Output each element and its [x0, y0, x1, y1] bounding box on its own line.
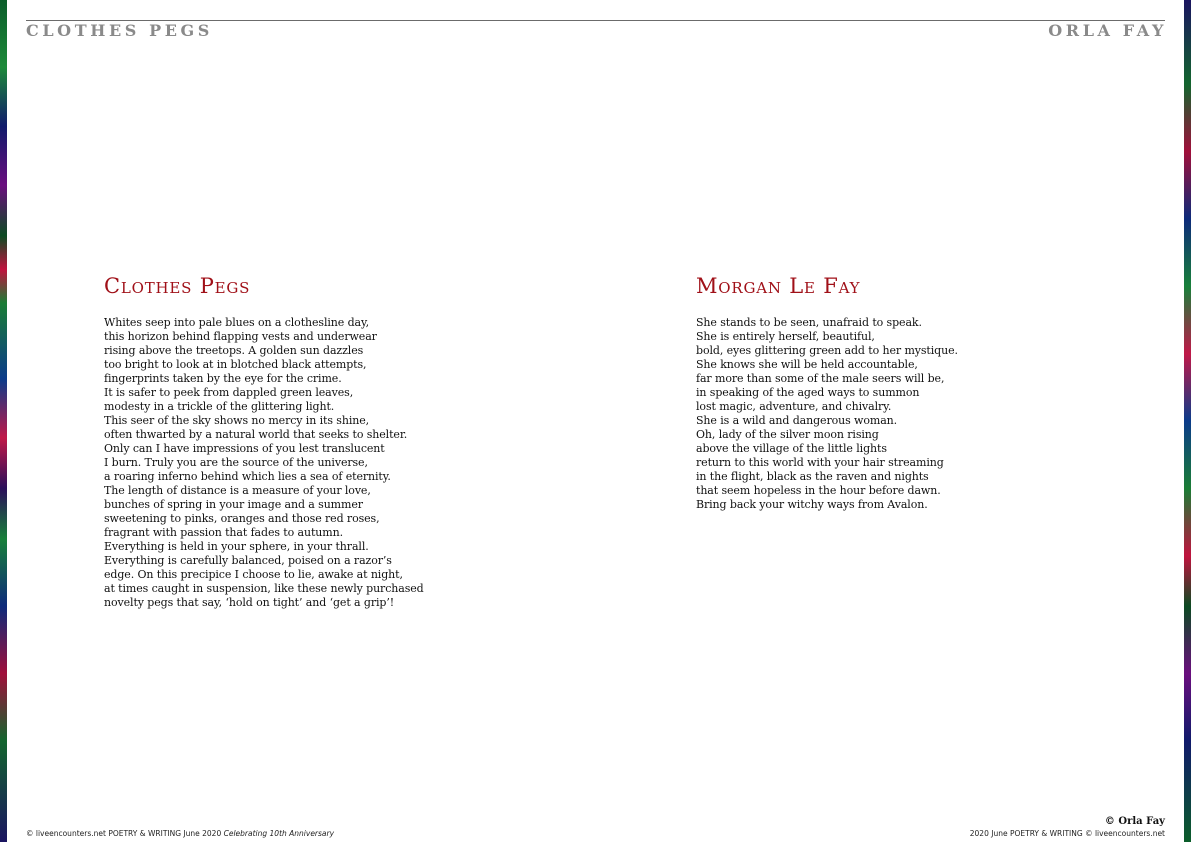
footer-left-text: © liveencounters.net POETRY & WRITING June 2020 — [26, 829, 222, 838]
poem-line: The length of distance is a measure of your love, — [104, 484, 371, 497]
poem-line: edge. On this precipice I choose to lie, awake at night, — [104, 568, 403, 581]
poem-line: Everything is held in your sphere, in your thrall. — [104, 540, 369, 553]
poem-line: too bright to look at in blotched black attempts, — [104, 358, 367, 371]
poem-line: sweetening to pinks, oranges and those red roses, — [104, 512, 380, 525]
poem-line: far more than some of the male seers will be, — [696, 372, 945, 385]
poem-line: Oh, lady of the silver moon rising — [696, 428, 879, 441]
poem-line: It is safer to peek from dappled green leaves, — [104, 386, 354, 399]
decorative-left-border — [0, 0, 7, 842]
poem-line: bold, eyes glittering green add to her mystique. — [696, 344, 958, 357]
author-copyright: © Orla Fay — [1104, 816, 1165, 827]
poem-line: fingerprints taken by the eye for the crime. — [104, 372, 342, 385]
poem-line: This seer of the sky shows no mercy in its shine, — [104, 414, 370, 427]
poem-line: above the village of the little lights — [696, 442, 887, 455]
poem-line: this horizon behind flapping vests and underwear — [104, 330, 377, 343]
footer-left — [26, 829, 334, 838]
poem-line: a roaring inferno behind which lies a sea of eternity. — [104, 470, 391, 483]
poem-line: bunches of spring in your image and a summer — [104, 498, 363, 511]
poem-line: in speaking of the aged ways to summon — [696, 386, 920, 399]
poem-line: She stands to be seen, unafraid to speak. — [696, 316, 922, 329]
poem-lines — [104, 316, 444, 610]
poem-line: She is a wild and dangerous woman. — [696, 414, 898, 427]
poem-line: return to this world with your hair streaming — [696, 456, 944, 469]
poem-lines — [696, 316, 996, 512]
poem-line: modesty in a trickle of the glittering light. — [104, 400, 335, 413]
poem-title: Morgan Le Fay — [696, 274, 861, 298]
poem-clothes-pegs — [104, 274, 444, 610]
poem-line: I burn. Truly you are the source of the universe, — [104, 456, 368, 469]
poem-line: novelty pegs that say, ‘hold on tight’ and ‘get a grip’! — [104, 596, 395, 609]
poem-line: that seem hopeless in the hour before dawn. — [696, 484, 941, 497]
poem-line: Bring back your witchy ways from Avalon. — [696, 498, 928, 511]
poem-title: Clothes Pegs — [104, 274, 251, 298]
poem-line: at times caught in suspension, like these newly purchased — [104, 582, 424, 595]
poem-line: She knows she will be held accountable, — [696, 358, 918, 371]
poem-line: lost magic, adventure, and chivalry. — [696, 400, 892, 413]
poem-line: Only can I have impressions of you lest translucent — [104, 442, 385, 455]
poem-morgan-le-fay — [696, 274, 996, 512]
running-header-title: CLOTHES PEGS — [26, 21, 213, 40]
poem-line: Whites seep into pale blues on a clothesline day, — [104, 316, 370, 329]
decorative-right-border — [1184, 0, 1191, 842]
running-header-author: ORLA FAY — [1048, 21, 1167, 40]
poem-line: often thwarted by a natural world that seeks to shelter. — [104, 428, 408, 441]
poem-line: in the flight, black as the raven and nights — [696, 470, 929, 483]
poem-line: rising above the treetops. A golden sun dazzles — [104, 344, 364, 357]
poem-line: Everything is carefully balanced, poised on a razor’s — [104, 554, 392, 567]
footer-right: 2020 June POETRY & WRITING © liveencounters.net — [969, 829, 1165, 838]
poem-line: She is entirely herself, beautiful, — [696, 330, 875, 343]
footer-left-anniversary: Celebrating 10th Anniversary — [223, 829, 335, 838]
poem-line: fragrant with passion that fades to autumn. — [104, 526, 343, 539]
